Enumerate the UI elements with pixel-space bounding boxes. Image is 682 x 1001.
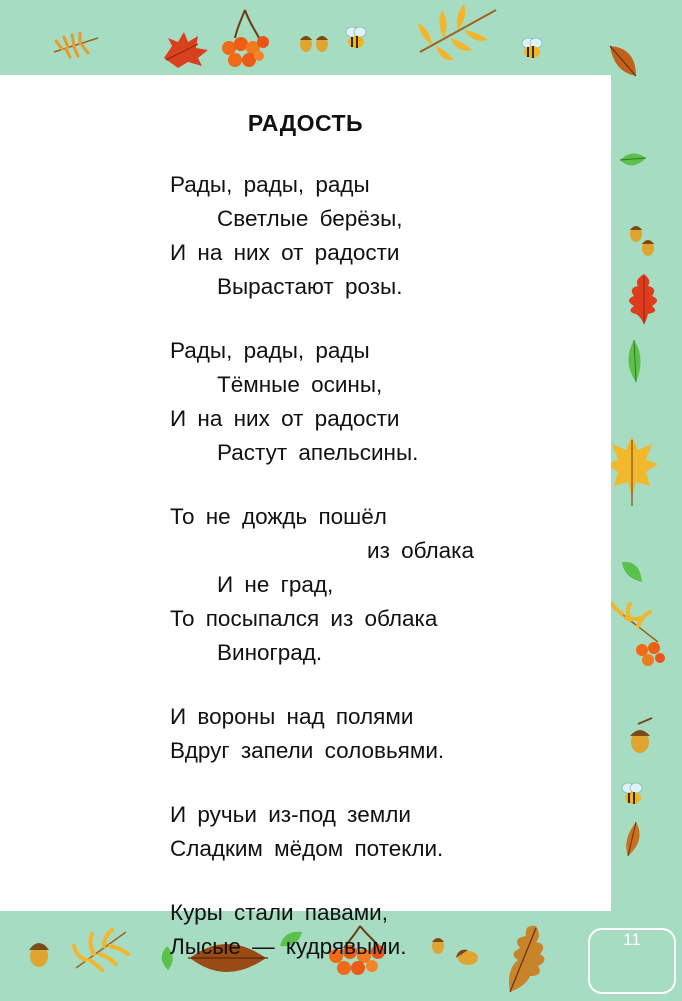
stanza-3 (170, 500, 570, 670)
yellow-leaf-branch-icon (410, 0, 506, 62)
bee-icon (516, 36, 548, 62)
oak-leaf-icon (622, 272, 666, 326)
acorn-icon (24, 930, 54, 970)
acorn-icon (296, 28, 332, 54)
poem-line: То не дождь пошёл (170, 504, 387, 529)
poem-line: Лысые — кудрявыми. (170, 934, 407, 959)
poem-line: Куры стали павами, (170, 900, 389, 925)
stanza-4 (170, 700, 570, 768)
stanza-6 (170, 896, 570, 964)
poem-line: То посыпался из облака (170, 606, 438, 631)
acorn-icon (624, 716, 658, 756)
rowan-berries-icon (215, 8, 275, 70)
brown-leaf-icon (606, 42, 642, 82)
poem-line: Вырастают розы. (217, 274, 403, 299)
brown-leaf-icon (620, 820, 646, 858)
green-leaf-icon (622, 338, 646, 384)
bee-icon (618, 780, 648, 808)
poem-line: Вдруг запели соловьями. (170, 738, 445, 763)
poem-line: Рады, рады, рады (170, 338, 370, 363)
green-leaf-icon (620, 558, 644, 584)
poem-line: И вороны над полями (170, 704, 414, 729)
poem-line: Растут апельсины. (217, 440, 419, 465)
maple-leaf-icon (158, 28, 216, 70)
poem-line: из облака (367, 538, 475, 563)
poem-line: Светлые берёзы, (217, 206, 403, 231)
yellow-leaf-branch-icon (72, 926, 132, 972)
poem-line: Виноград. (217, 640, 323, 665)
acorn-icon (624, 220, 660, 260)
stanza-5 (170, 798, 570, 866)
poem-line: И ручьи из-под земли (170, 802, 411, 827)
poem-line: Тёмные осины, (217, 372, 383, 397)
poem-line: И не град, (217, 572, 334, 597)
page-number: 11 (623, 930, 641, 949)
stanza-1 (170, 168, 570, 304)
green-leaf-icon (618, 148, 648, 172)
poem-body (170, 168, 570, 994)
bee-icon (340, 24, 372, 54)
yellow-leaf-branch-icon (52, 30, 102, 60)
poem-line: И на них от радости (170, 406, 400, 431)
rowan-berries-icon (608, 602, 668, 674)
poem-line: И на них от радости (170, 240, 400, 265)
poem-line: Рады, рады, рады (170, 172, 370, 197)
maple-leaf-icon (604, 432, 660, 508)
stanza-2 (170, 334, 570, 470)
poem-line: Сладким мёдом потекли. (170, 836, 444, 861)
poem-title: РАДОСТЬ (247, 110, 364, 136)
